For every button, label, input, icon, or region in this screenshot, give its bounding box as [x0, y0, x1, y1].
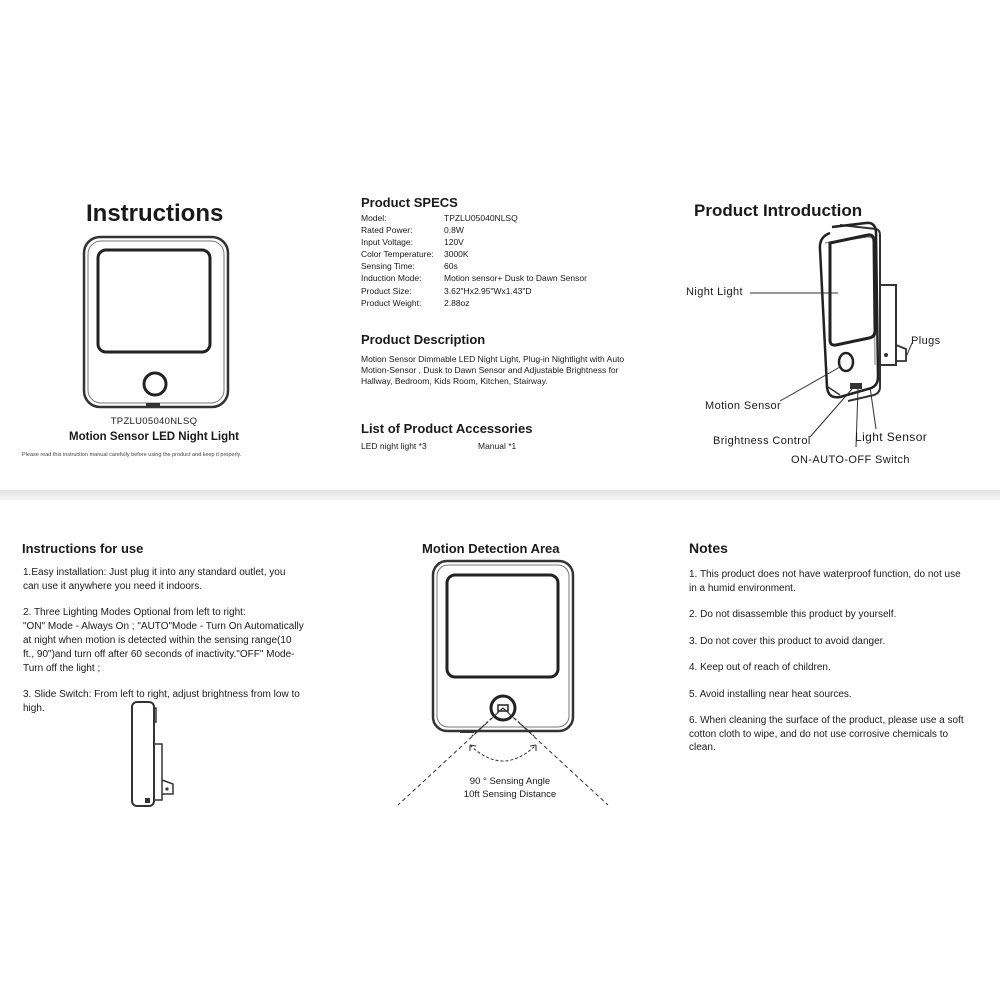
specs-heading: Product SPECS	[361, 195, 458, 210]
usage-line: can use it anywhere you need it indoors.	[23, 581, 202, 592]
spec-label: Product Weight:	[361, 298, 422, 308]
label-plugs: Plugs	[911, 335, 941, 347]
description-line: Motion Sensor Dimmable LED Night Light, Plug-in Nightlight with Auto	[361, 354, 625, 364]
spec-label: Color Temperature:	[361, 249, 434, 259]
usage-line: ft., 90")and turn off after 60 seconds of inactivity."OFF" Mode-	[23, 649, 295, 660]
spec-value: 0.8W	[444, 225, 464, 235]
label-light-sensor: Light Sensor	[855, 430, 928, 444]
section-divider	[0, 490, 1000, 500]
usage-line: Turn off the light ;	[23, 663, 101, 674]
label-switch: ON-AUTO-OFF Switch	[791, 454, 910, 466]
note-line: 2. Do not disassemble this product by yourself.	[689, 609, 897, 620]
spec-label: Input Voltage:	[361, 237, 413, 247]
usage-line: 3. Slide Switch: From left to right, adjust brightness from low to	[23, 689, 300, 700]
spec-value: TPZLU05040NLSQ	[444, 213, 518, 223]
night-light-side-illustration	[680, 215, 920, 455]
spec-value: 3000K	[444, 249, 469, 259]
instructions-title: Instructions	[86, 200, 224, 227]
night-light-front-illustration	[82, 235, 232, 410]
note-line: 4. Keep out of reach of children.	[689, 662, 831, 673]
accessory-item: Manual *1	[478, 441, 517, 451]
description-line: Hallway, Bedroom, Kids Room, Kitchen, Stairway.	[361, 376, 548, 386]
label-motion-sensor: Motion Sensor	[705, 400, 782, 412]
notes-heading: Notes	[689, 540, 728, 556]
note-line: 1. This product does not have waterproof function, do not use	[689, 569, 961, 580]
description-line: Motion-Sensor , Dusk to Dawn Sensor and Adjustable Brightness for	[361, 365, 619, 375]
product-name: Motion Sensor LED Night Light	[69, 431, 239, 443]
accessories-heading: List of Product Accessories	[361, 421, 533, 436]
note-line: 3. Do not cover this product to avoid danger.	[689, 635, 886, 647]
description-heading: Product Description	[361, 332, 486, 347]
spec-value: 3.62"Hx2.95"Wx1.43"D	[444, 286, 532, 296]
spec-value: 2.88oz	[444, 298, 470, 308]
label-brightness-control: Brightness Control	[713, 435, 811, 447]
introduction-heading: Product Introduction	[694, 201, 863, 220]
usage-line: "ON" Mode - Always On ; "AUTO"Mode - Turn On Automatically	[23, 621, 304, 632]
spec-label: Product Size:	[361, 286, 412, 296]
usage-line: high.	[23, 703, 45, 714]
read-note: Please read this instruction manual carefully before using the product and keep it properly.	[22, 452, 242, 458]
usage-text	[23, 566, 323, 716]
sensing-distance: 10ft Sensing Distance	[463, 789, 557, 800]
notes-text	[689, 568, 989, 755]
note-line: 6. When cleaning the surface of the product, please use a soft	[689, 715, 964, 726]
spec-value: Motion sensor+ Dusk to Dawn Sensor	[444, 273, 587, 283]
label-night-light: Night Light	[686, 286, 743, 298]
spec-value: 120V	[444, 237, 464, 247]
note-line: 5. Avoid installing near heat sources.	[689, 688, 852, 700]
note-line: cotton cloth to wipe, and do not use corrosive chemicals to	[689, 728, 949, 740]
spec-label: Rated Power:	[361, 225, 413, 235]
usage-heading: Instructions for use	[22, 541, 144, 556]
detection-heading: Motion Detection Area	[422, 541, 560, 556]
usage-line: at night when motion is detected within the sensing range(10	[23, 635, 292, 646]
accessory-item: LED night light *3	[361, 441, 427, 451]
spec-label: Induction Mode:	[361, 273, 422, 283]
usage-line: 1.Easy installation: Just plug it into any standard outlet, you	[23, 567, 286, 578]
spec-value: 60s	[444, 261, 458, 271]
motion-detection-diagram	[390, 555, 620, 810]
spec-label: Model:	[361, 213, 387, 223]
usage-line: 2. Three Lighting Modes Optional from left to right:	[23, 607, 246, 618]
night-light-profile-illustration	[125, 700, 195, 810]
note-line: in a humid environment.	[689, 582, 796, 594]
note-line: clean.	[689, 742, 716, 753]
model-code: TPZLU05040NLSQ	[110, 416, 198, 427]
sensing-angle: 90 ° Sensing Angle	[469, 776, 551, 787]
spec-label: Sensing Time:	[361, 261, 415, 271]
description-text	[361, 354, 624, 387]
sensing-info	[400, 775, 620, 801]
